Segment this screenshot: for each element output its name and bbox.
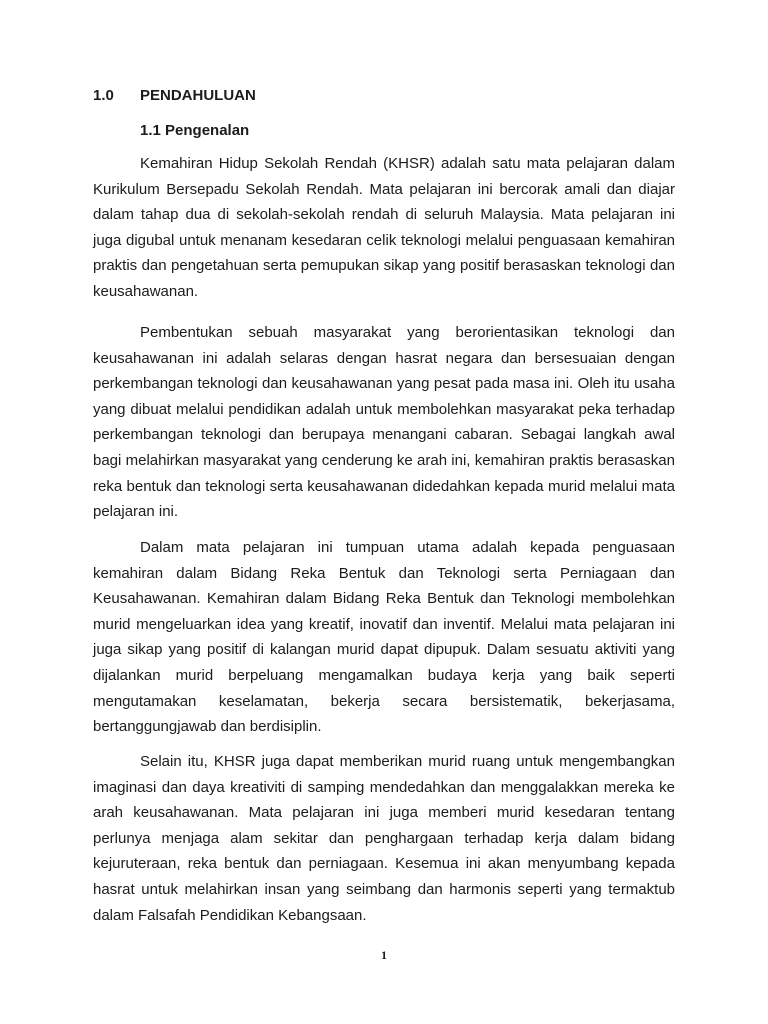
paragraph: Kemahiran Hidup Sekolah Rendah (KHSR) adalah satu mata pelajaran dalam Kurikulum Bersepadu Sekolah Rendah. Mata pelajaran ini bercorak amali dan diajar dalam tahap dua di sekolah-sekolah rendah di seluruh Malaysia. Mata pelajaran ini juga digubal untuk menanam kesedaran celik teknologi melalui penguasaan kemahiran praktis dan pengetahuan serta pemupukan sikap yang positif berasaskan teknologi dan keusahawanan. — [93, 155, 675, 300]
section-title: PENDAHULUAN — [140, 87, 256, 104]
page-number: 1 — [381, 948, 387, 962]
subsection-heading: 1.1 Pengenalan — [140, 122, 250, 139]
paragraph: Pembentukan sebuah masyarakat yang berorientasikan teknologi dan keusahawanan ini adalah selaras dengan hasrat negara dan bersesuaian dengan perkembangan teknologi dan keusahawanan yang pesat pada masa ini. Oleh itu usaha yang dibuat melalui pendidikan adalah untuk membolehkan masyarakat peka terhadap perkembangan teknologi dan berupaya menangani cabaran. Sebagai langkah awal bagi melahirkan masyarakat yang cenderung ke arah ini, kemahiran praktis berasaskan reka bentuk dan teknologi serta keusahawanan didedahkan kepada murid melalui mata pelajaran ini. — [93, 324, 675, 521]
paragraph: Selain itu, KHSR juga dapat memberikan murid ruang untuk mengembangkan imaginasi dan daya kreativiti di samping mendedahkan dan menggalakkan mereka ke arah keusahawanan. Mata pelajaran ini juga memberi murid kesedaran tentang perlunya menjaga alam sekitar dan penghargaan terhadap kerja dalam bidang kejuruteraan, reka bentuk dan perniagaan. Kesemua ini akan menyumbang kepada hasrat untuk melahirkan insan yang seimbang dan harmonis seperti yang termaktub dalam Falsafah Pendidikan Kebangsaan. — [93, 753, 675, 924]
section-heading — [93, 85, 256, 107]
paragraph: Dalam mata pelajaran ini tumpuan utama adalah kepada penguasaan kemahiran dalam Bidang Reka Bentuk dan Teknologi serta Perniagaan dan Keusahawanan. Kemahiran dalam Bidang Reka Bentuk dan Teknologi membolehkan murid mengeluarkan idea yang kreatif, inovatif dan inventif. Melalui mata pelajaran ini juga sikap yang positif di kalangan murid dapat dipupuk. Dalam sesuatu aktiviti yang dijalankan murid berpeluang mengamalkan budaya kerja yang baik seperti mengutamakan keselamatan, bekerja secara bersistematik, bekerjasama, bertanggungjawab dan berdisiplin. — [93, 539, 675, 736]
section-number: 1.0 — [93, 87, 114, 104]
